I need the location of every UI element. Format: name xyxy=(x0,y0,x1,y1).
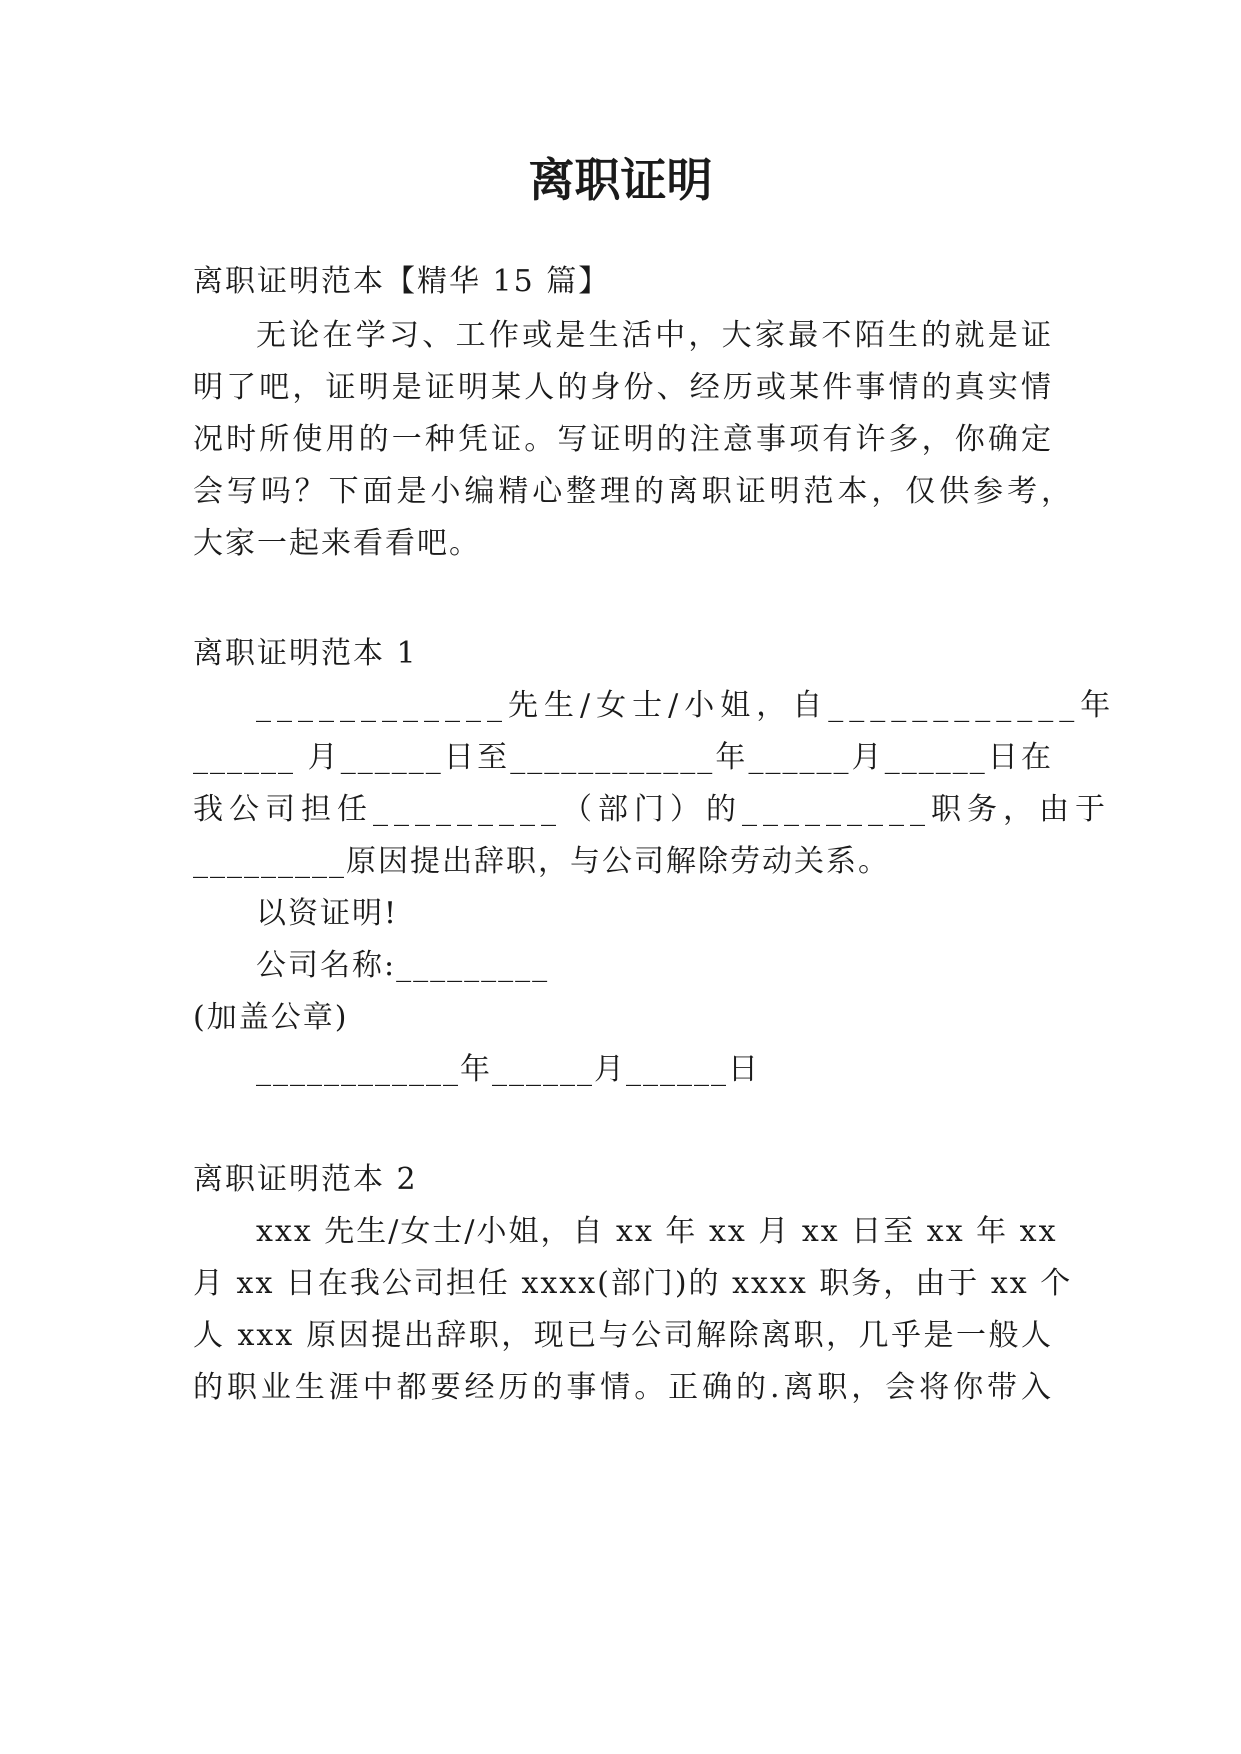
sample2-line-3: 人 xxx 原因提出辞职，现已与公司解除离职，几乎是一般人 xyxy=(193,1318,1053,1353)
sample2-line-4: 的职业生涯中都要经历的事情。正确的.离职，会将你带入 xyxy=(193,1370,1053,1405)
subtitle: 离职证明范本【精华 15 篇】 xyxy=(193,264,611,299)
sample2-line-2: 月 xx 日在我公司担任 xxxx(部门)的 xxxx 职务，由于 xx 个 xyxy=(193,1266,1073,1301)
sample1-line-2: ______ 月______日至____________年______月______日在 xyxy=(193,740,1053,775)
intro-line-5: 大家一起来看看吧。 xyxy=(193,526,481,561)
intro-line-4: 会写吗？下面是小编精心整理的离职证明范本，仅供参考， xyxy=(193,474,1073,509)
sample1-certify: 以资证明! xyxy=(256,896,399,931)
intro-line-1: 无论在学习、工作或是生活中，大家最不陌生的就是证 xyxy=(256,318,1053,353)
sample2-line-1: xxx 先生/女士/小姐，自 xx 年 xx 月 xx 日至 xx 年 xx xyxy=(256,1214,1058,1249)
sample1-line-4: _________原因提出辞职，与公司解除劳动关系。 xyxy=(193,844,890,879)
intro-line-2: 明了吧，证明是证明某人的身份、经历或某件事情的真实情 xyxy=(193,370,1053,405)
sample1-seal-note: (加盖公章) xyxy=(193,1000,349,1035)
intro-line-3: 况时所使用的一种凭证。写证明的注意事项有许多，你确定 xyxy=(193,422,1053,457)
sample1-heading: 离职证明范本 1 xyxy=(193,636,418,671)
page-title: 离职证明 xyxy=(528,153,713,207)
sample1-line-1: ____________先生/女士/小姐，自____________年 xyxy=(256,688,1117,723)
sample1-line-3: 我公司担任_________（部门）的_________职务，由于 xyxy=(193,792,1111,827)
sample1-date-line: ____________年______月______日 xyxy=(256,1052,760,1087)
sample2-heading: 离职证明范本 2 xyxy=(193,1162,418,1197)
sample1-company-name: 公司名称:_________ xyxy=(256,948,550,983)
